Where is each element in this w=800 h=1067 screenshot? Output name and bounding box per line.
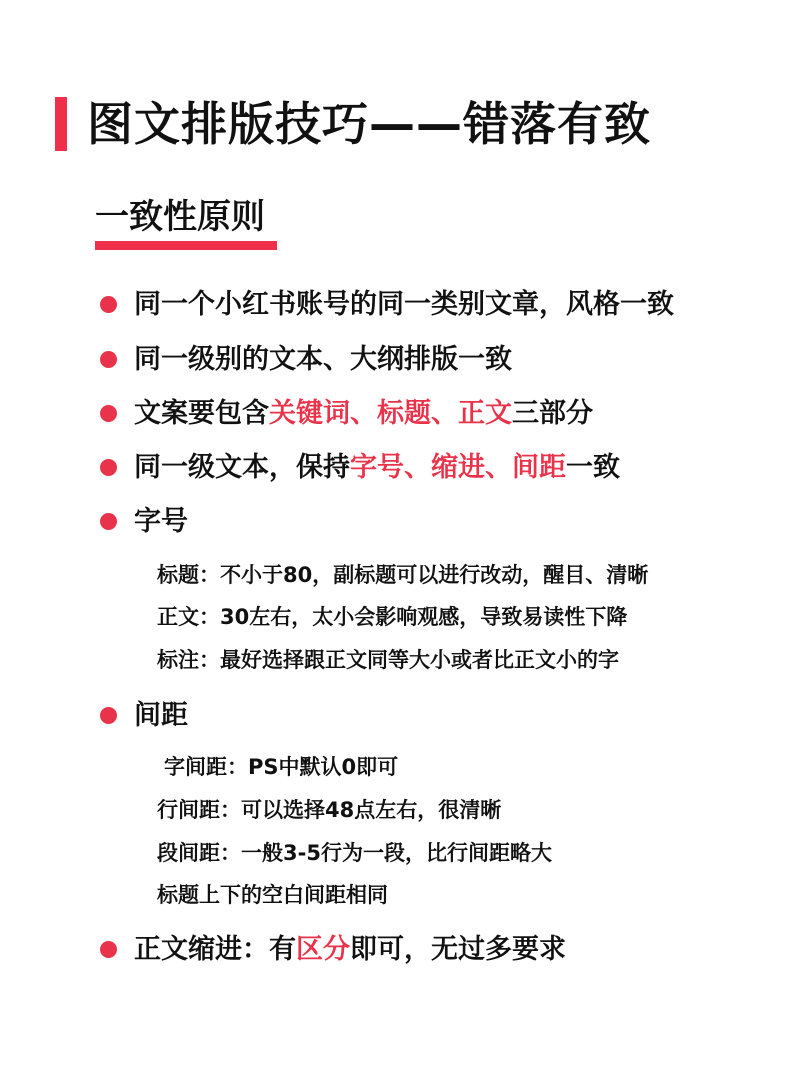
title-row [55,92,651,156]
bullet-text: 字号 [134,506,188,537]
section-heading [95,197,265,237]
section-heading-underline [95,241,277,250]
spacing-note: 段间距：一般3-5行为一段，比行间距略大 [157,841,552,865]
bullet-dot-icon [100,459,117,476]
bullet-text-highlight: 字号、缩进、间距 [350,452,566,483]
bullet-text: 同一个小红书账号的同一类别文章，风格一致 [134,289,674,320]
bullet-item [100,508,188,535]
bullet-text-post: 三部分 [512,398,593,429]
bullet-text-pre: 文案要包含 [134,398,269,429]
spacing-note: 行间距：可以选择48点左右，很清晰 [157,798,502,822]
bullet-item [100,454,620,481]
bullet-text-highlight: 关键词、标题、正文 [269,398,512,429]
bullet-text [134,454,620,481]
bullet-dot-icon [100,707,117,724]
spacing-note: 标题上下的空白间距相同 [157,883,388,907]
font-size-note: 标题：不小于80，副标题可以进行改动，醒目、清晰 [157,563,649,587]
bullet-text-post: 即可，无过多要求 [350,934,566,965]
bullet-text-pre: 同一级文本，保持 [134,452,350,483]
bullet-dot-icon [100,513,117,530]
bullet-text [134,936,566,963]
bullet-item [100,702,188,729]
bullet-text: 间距 [134,700,188,731]
bullet-item [100,400,593,427]
page-title: 图文排版技巧——错落有致 [87,97,651,151]
bullet-text: 同一级别的文本、大纲排版一致 [134,344,512,375]
font-size-note: 正文：30左右，太小会影响观感，导致易读性下降 [157,605,628,629]
title-accent-bar [55,97,67,151]
bullet-dot-icon [100,941,117,958]
bullet-dot-icon [100,296,117,313]
bullet-text-highlight: 区分 [296,934,350,965]
bullet-item [100,936,566,963]
bullet-text-post: 一致 [566,452,620,483]
bullet-item [100,346,512,373]
bullet-dot-icon [100,351,117,368]
bullet-text [134,400,593,427]
section-heading-text: 一致性原则 [95,197,265,237]
bullet-item [100,291,674,318]
font-size-note: 标注：最好选择跟正文同等大小或者比正文小的字 [157,648,619,672]
bullet-dot-icon [100,405,117,422]
bullet-text-pre: 正文缩进：有 [134,934,296,965]
spacing-note: 字间距：PS中默认0即可 [164,755,399,779]
